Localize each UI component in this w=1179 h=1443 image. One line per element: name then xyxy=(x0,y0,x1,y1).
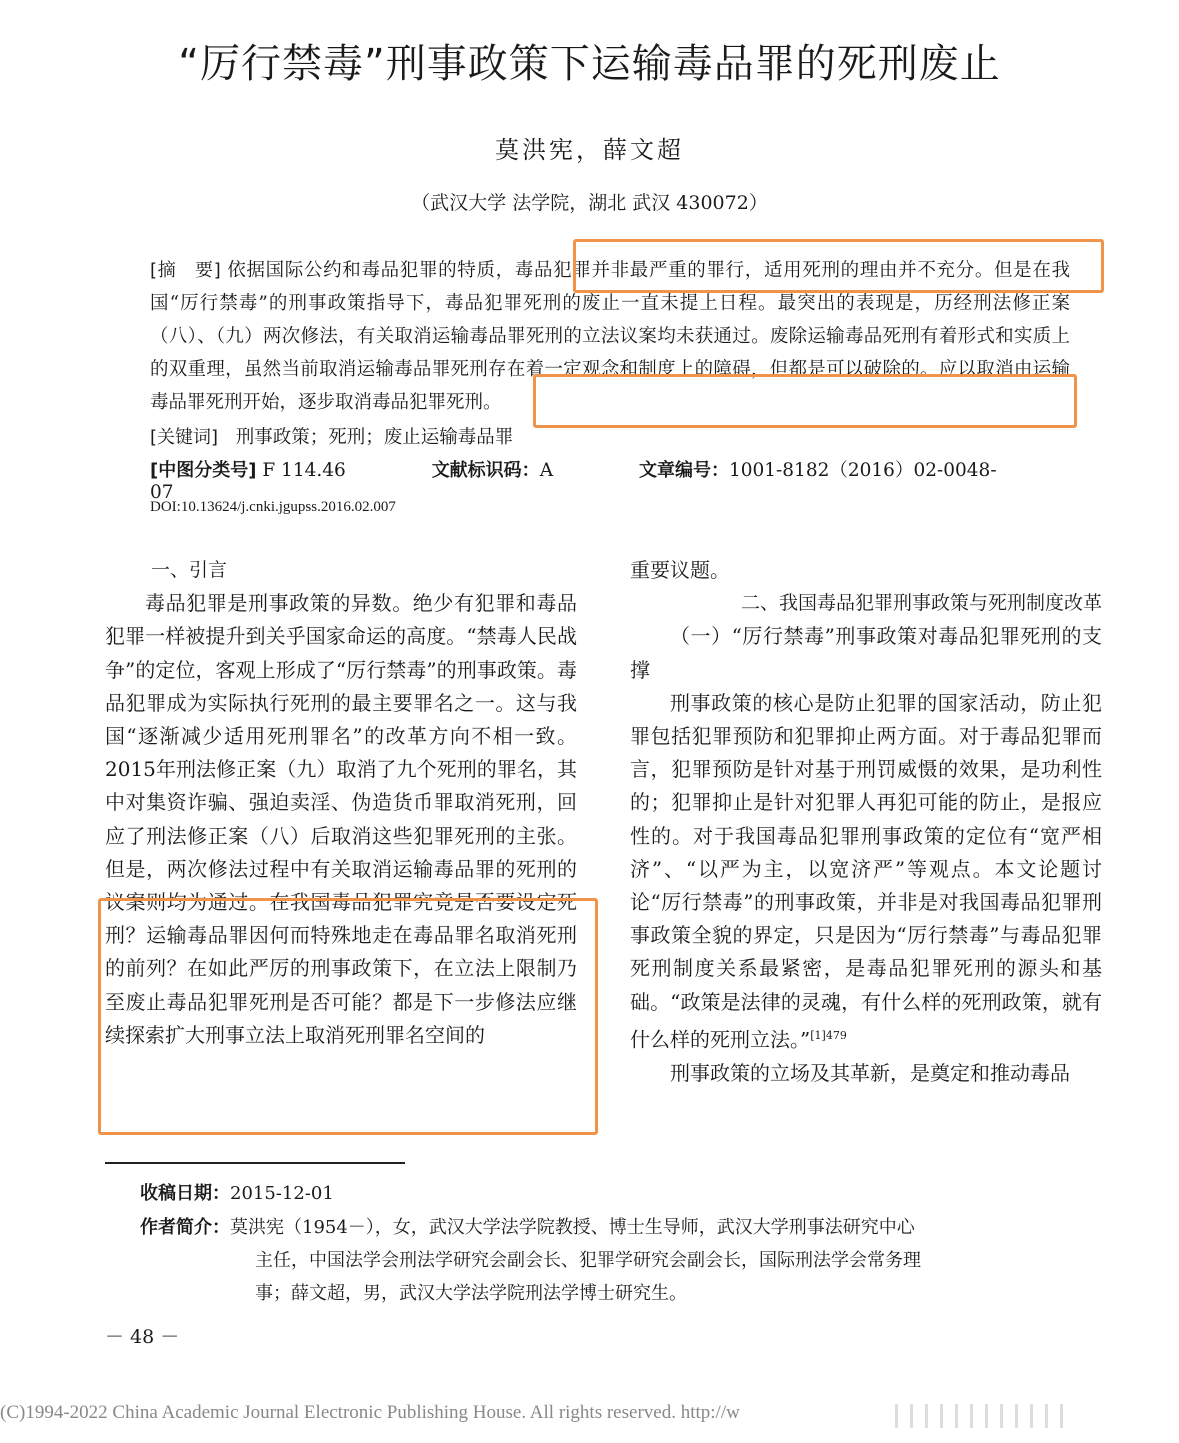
received-label: 收稿日期： xyxy=(140,1183,230,1204)
bio-line-1: 莫洪宪（1954－），女，武汉大学法学院教授、博士生导师，武汉大学刑事法研究中心 xyxy=(230,1217,915,1238)
keywords-label: [关键词] xyxy=(150,427,219,448)
citation[interactable]: [1]479 xyxy=(810,1028,847,1042)
copyright-notice: (C)1994-2022 China Academic Journal Electronic Publishing House. All rights reserved. http://w xyxy=(0,1402,740,1423)
highlight-box-body xyxy=(98,898,598,1135)
highlight-box-abstract-1 xyxy=(573,239,1104,293)
bio-line-2: 主任，中国法学会刑法学研究会副会长、犯罪学研究会副会长，国际刑法学会常务理 xyxy=(255,1250,921,1271)
author-affiliation: （武汉大学 法学院，湖北 武汉 430072） xyxy=(411,192,768,214)
paper-title: “厉行禁毒”刑事政策下运输毒品罪的死刑废止 xyxy=(178,41,1001,87)
highlight-box-abstract-2 xyxy=(533,374,1077,428)
abstract-text: 依据国际公约和毒品犯罪的特质，毒品犯罪并非最严重的罪行，适用死刑的理由并不充分。但是在我国“厉行禁毒”的刑事政策指导下，毒品犯罪死刑的废止一直未提上日程。最突出的表现是，历经刑法修正案（八）、（九）两次修法，有关取消运输毒品罪死刑的立法议案均未获通过。废除运输毒品死刑有着形式和实质上的双重理，虽然当前取消运输毒品罪死刑存在着一定观念和制度上的障碍，但都是可以破除的。应以取消由运输毒品罪死刑开始，逐步取消毒品犯罪死刑。 xyxy=(150,260,1070,413)
received-value: 2015-12-01 xyxy=(230,1183,334,1204)
continuation-text: 重要议题。 xyxy=(630,558,730,582)
classification-line xyxy=(150,456,1080,503)
keywords-text: 刑事政策；死刑；废止运输毒品罪 xyxy=(235,427,514,448)
clc-value: F 114.46 xyxy=(262,460,346,481)
footnote-rule xyxy=(105,1162,405,1164)
right-column xyxy=(630,554,1102,1090)
section1-paragraph: 毒品犯罪是刑事政策的异数。绝少有犯罪和毒品犯罪一样被提升到关乎国家命运的高度。“禁毒人民战争”的定位，客观上形成了“厉行禁毒”的刑事政策。毒品犯罪成为实际执行死刑的最主要罪名之一。这与我国“逐渐减少适用死刑罪名”的改革方向不相一致。2015年刑法修正案（九）取消了九个死刑的罪名，其中对集资诈骗、强迫卖淫、伪造货币罪取消死刑，回应了刑法修正案（八）后取消这些犯罪死刑的主张。但是，两次修法过程中有关取消运输毒品罪的死刑的议案则均为通过。在我国毒品犯罪究竟是否要设定死刑？运输毒品罪因何而特殊地走在毒品罪名取消死刑的前列？在如此严厉的刑事政策下，在立法上限制乃至废止毒品犯罪死刑是否可能？都是下一步修法应继续探索扩大刑事立法上取消死刑罪名空间的 xyxy=(105,591,577,1047)
section1-heading: 一、引言 xyxy=(151,559,228,581)
doc-code-label: 文献标识码： xyxy=(431,460,540,481)
doi: DOI:10.13624/j.cnki.jgupss.2016.02.007 xyxy=(150,499,396,515)
article-no-label: 文章编号： xyxy=(638,460,729,481)
section2-paragraph-end: 刑事政策的立场及其革新，是奠定和推动毒品 xyxy=(670,1060,1070,1085)
section2-paragraph xyxy=(630,687,1102,1057)
section2-heading: 二、我国毒品犯罪刑事政策与死刑制度改革 xyxy=(740,592,1102,615)
doc-code-value: A xyxy=(539,460,554,481)
page-number: － 48 － xyxy=(105,1326,180,1348)
subsection-heading: （一）“厉行禁毒”刑事政策对毒品犯罪死刑的支撑 xyxy=(630,624,1102,682)
clc-label: [中图分类号] xyxy=(150,460,257,481)
bio-label: 作者简介： xyxy=(140,1217,230,1238)
received-date xyxy=(140,1177,334,1210)
article-no-value: 1001-8182（2016）02-0048-07 xyxy=(150,460,997,503)
keywords xyxy=(150,423,513,449)
bio-line-3: 事；薛文超，男，武汉大学法学院刑法学博士研究生。 xyxy=(255,1283,687,1304)
paper-authors: 莫洪宪，薛文超 xyxy=(495,136,684,164)
section2-paragraph-text: 刑事政策的核心是防止犯罪的国家活动，防止犯罪包括犯罪预防和犯罪抑止两方面。对于毒品犯罪而言，犯罪预防是针对基于刑罚威慑的效果，是功利性的；犯罪抑止是针对犯罪人再犯可能的防止，是报应性的。对于我国毒品犯罪刑事政策的定位有“宽严相济”、“以严为主，以宽济严”等观点。本文论题讨论“厉行禁毒”的刑事政策，并非是对我国毒品犯罪刑事政策全貌的界定，只是因为“厉行禁毒”与毒品犯罪死刑制度关系最紧密，是毒品犯罪死刑的源头和基础。“政策是法律的灵魂，有什么样的死刑政策，就有什么样的死刑立法。” xyxy=(630,690,1102,1052)
watermark-overlay xyxy=(895,1400,1175,1432)
author-bio xyxy=(140,1211,1100,1310)
abstract-label: [摘 要] xyxy=(150,260,221,281)
